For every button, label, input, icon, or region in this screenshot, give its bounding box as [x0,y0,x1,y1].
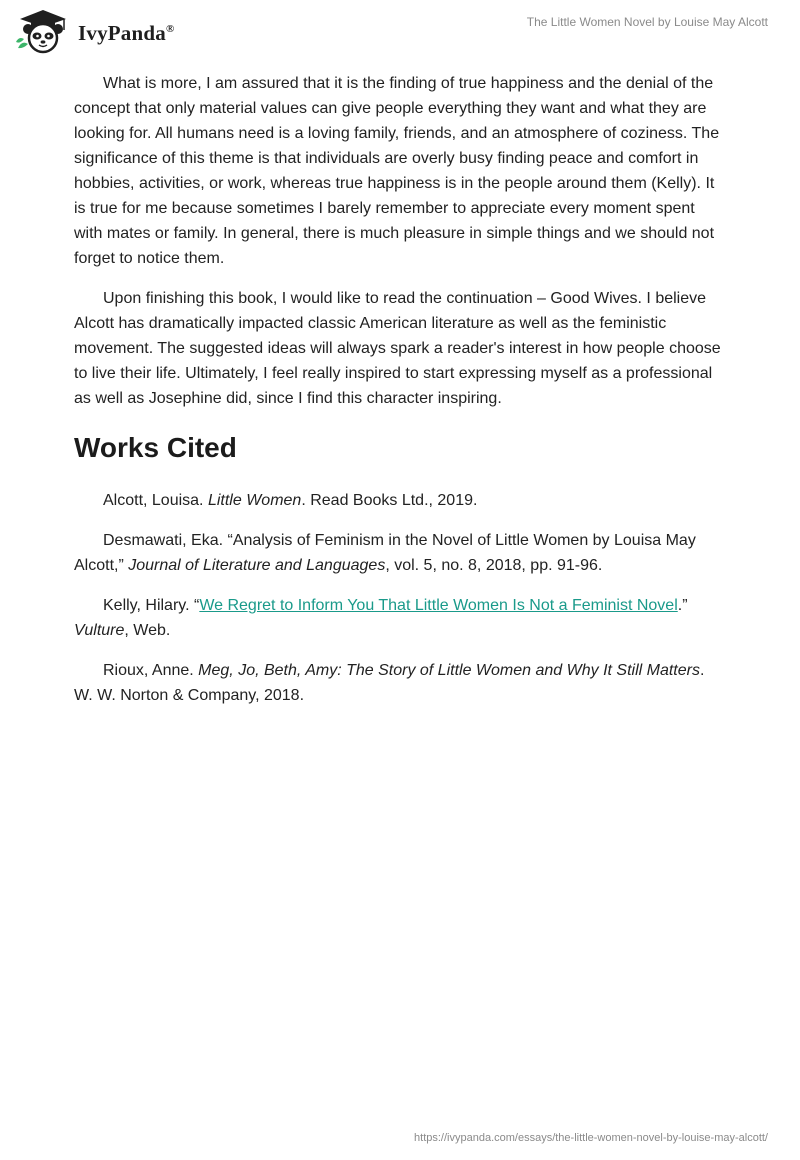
citation-entry: Alcott, Louisa. Little Women. Read Books Ltd., 2019. [103,492,478,509]
works-cited-heading: Works Cited [74,432,237,463]
citation-entry: Desmawati, Eka. “Analysis of Feminism in the Novel of Little Women by Louisa May Alcott,” Journal of Literature and Languages, vol. 5, no. 8, 2018, pp. 91-96. [74,532,696,574]
body-paragraph: Upon finishing this book, I would like to read the continuation – Good Wives. I believe Alcott has dramatically impacted classic American literature as well as the feministic movement. The suggested ideas will always spark a reader's interest in how people choose to live their life. Ultimately, I feel really inspired to start expressing myself as a professional as well as Josephine did, since I find this character inspiring. [74,290,721,407]
document-title: The Little Women Novel by Louise May Alcott [526,15,768,29]
brand-name: IvyPanda® [78,21,175,45]
citation-entry: Kelly, Hilary. “We Regret to Inform You That Little Women Is Not a Feminist Novel.” Vulture, Web. [74,597,688,639]
citation-entry: Rioux, Anne. Meg, Jo, Beth, Amy: The Story of Little Women and Why It Still Matters. W. W. Norton & Company, 2018. [74,662,705,704]
ivypanda-logo[interactable] [14,8,174,59]
panda-graduate-icon [14,8,72,59]
body-paragraph: What is more, I am assured that it is the finding of true happiness and the denial of the concept that only material values can give people everything they want and what they are looking for. All humans need is a loving family, friends, and an atmosphere of coziness. The significance of this theme is that individuals are overly busy finding peace and comfort in hobbies, activities, or work, whereas true happiness is in the people around them (Kelly). It is true for me because sometimes I barely remember to appreciate every moment spent with mates or family. In general, there is much pleasure in simple things and we should not forget to notice them. [74,75,720,267]
essay-content [74,71,726,723]
citation-link[interactable]: We Regret to Inform You That Little Women Is Not a Feminist Novel [199,597,678,614]
source-url[interactable]: https://ivypanda.com/essays/the-little-women-novel-by-louise-may-alcott/ [414,1132,768,1144]
